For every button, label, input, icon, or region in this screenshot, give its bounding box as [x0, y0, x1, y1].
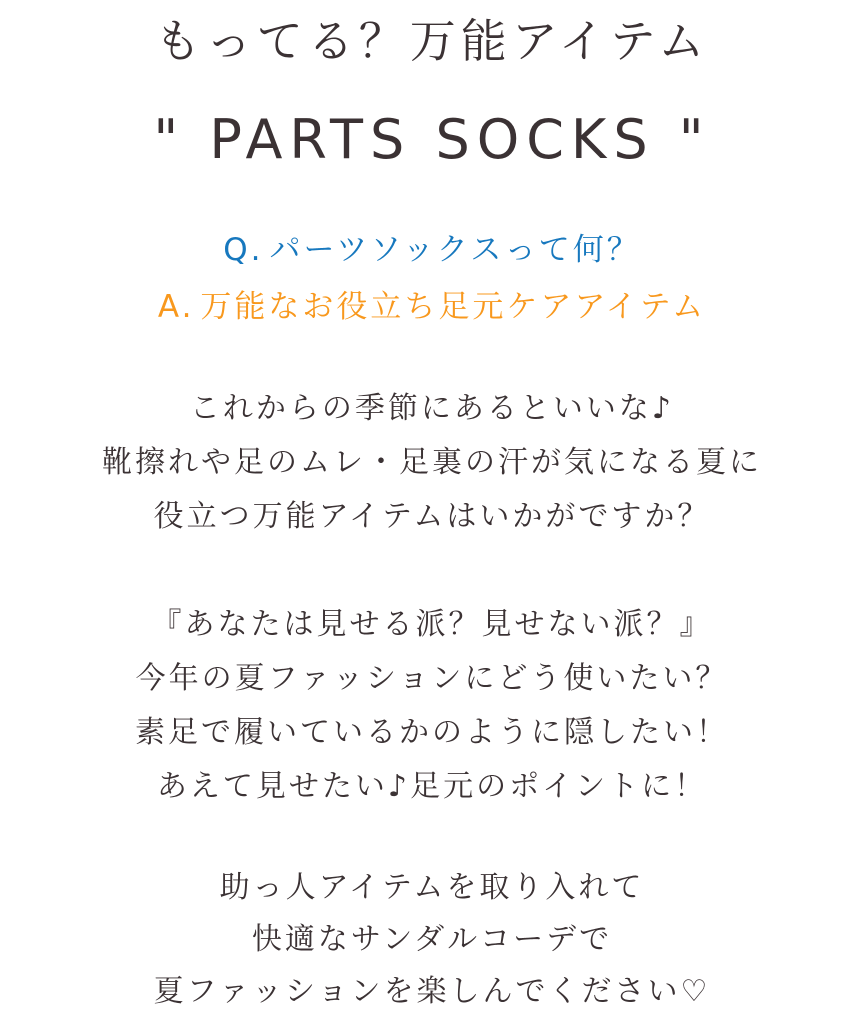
qa-block [0, 222, 864, 336]
answer-text: 万能なお役立ち足元ケアアイテム [200, 289, 707, 325]
text-line: 素足で履いているかのように隠したい！ [135, 715, 729, 750]
text-line: 助っ人アイテムを取り入れて [219, 870, 645, 905]
page-title: もってる？万能アイテム [154, 14, 710, 68]
text-line: これからの季節にあるといいな♪ [189, 391, 675, 426]
text-line: あえて見せたい♪足元のポイントに！ [156, 769, 708, 804]
product-name-title: " PARTS SOCKS " [153, 108, 711, 171]
text-line: 靴擦れや足のムレ・足裏の汗が気になる夏に [102, 445, 762, 480]
question-prefix: Q. [223, 232, 264, 268]
qa-question [0, 222, 864, 279]
text-line: 『あなたは見せる派？見せない派？』 [151, 607, 713, 642]
paragraph-closing [0, 862, 864, 1018]
text-line: 夏ファッションを楽しんでください♡ [153, 974, 711, 1009]
qa-answer [0, 279, 864, 336]
paragraph-style-question [0, 598, 864, 814]
text-line: 快適なサンダルコーデで [251, 922, 613, 957]
answer-prefix: A. [157, 289, 195, 325]
paragraph-intro [0, 382, 864, 544]
question-text: パーツソックスって何？ [269, 232, 641, 268]
text-line: 役立つ万能アイテムはいかがですか？ [153, 499, 711, 534]
text-line: 今年の夏ファッションにどう使いたい？ [135, 661, 729, 696]
